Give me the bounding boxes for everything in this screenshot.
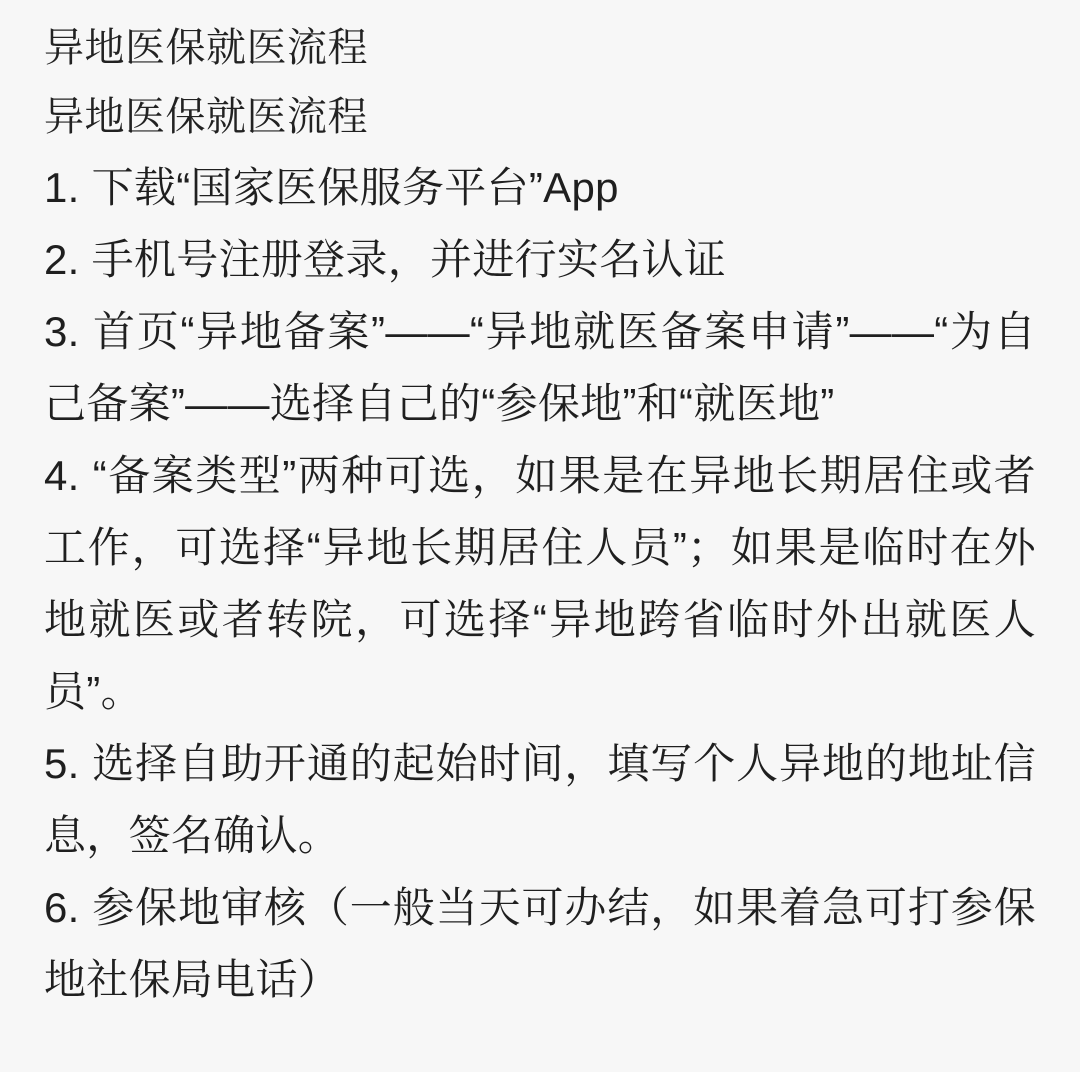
page-title: 异地医保就医流程 [44,26,368,70]
list-item: 5. 选择自助开通的起始时间，填写个人异地的地址信息，签名确认。 [44,740,1036,859]
steps-list [44,152,1036,1016]
list-item: 4. “备案类型”两种可选，如果是在异地长期居住或者工作，可选择“异地长期居住人员”；如果是临时在外地就医或者转院，可选择“异地跨省临时外出就医人员”。 [44,452,1036,715]
list-item: 1. 下载“国家医保服务平台”App [44,164,619,211]
list-item: 6. 参保地审核（一般当天可办结，如果着急可打参保地社保局电话） [44,884,1036,1003]
list-item: 2. 手机号注册登录，并进行实名认证 [44,236,727,283]
list-item: 3. 首页“异地备案”——“异地就医备案申请”——“为自己备案”——选择自己的“参保地”和“就医地” [44,308,1036,427]
section-heading: 异地医保就医流程 [44,95,368,139]
